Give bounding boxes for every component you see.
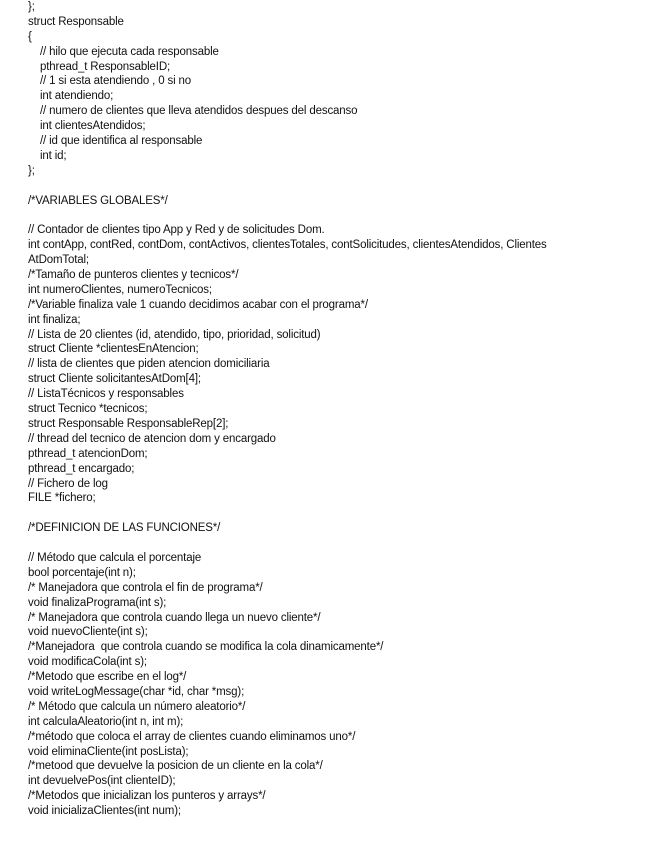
- code-line: /* Manejadora que controla cuando llega un nuevo cliente*/: [28, 611, 321, 624]
- code-line: /*VARIABLES GLOBALES*/: [28, 194, 168, 207]
- code-line: void writeLogMessage(char *id, char *msg);: [28, 685, 245, 698]
- code-line: /*metood que devuelve la posicion de un cliente en la cola*/: [28, 760, 323, 773]
- code-line: };: [28, 164, 35, 177]
- code-line: /* Manejadora que controla el fin de programa*/: [28, 581, 263, 594]
- code-line: // 1 si esta atendiendo , 0 si no: [40, 75, 192, 88]
- code-line: struct Responsable ResponsableRep[2];: [28, 417, 229, 430]
- code-line: void finalizaPrograma(int s);: [28, 596, 167, 609]
- code-line: // Lista de 20 clientes (id, atendido, tipo, prioridad, solicitud): [28, 328, 321, 341]
- code-line: // Contador de clientes tipo App y Red y de solicitudes Dom.: [28, 224, 325, 237]
- code-line: void nuevoCliente(int s);: [28, 626, 148, 639]
- code-line: // ListaTécnicos y responsables: [28, 388, 184, 401]
- code-line: struct Tecnico *tecnicos;: [28, 403, 148, 416]
- code-line: AtDomTotal;: [28, 254, 89, 267]
- blank-line: [28, 536, 648, 551]
- code-line: // numero de clientes que lleva atendidos despues del descanso: [40, 105, 358, 118]
- code-line: // id que identifica al responsable: [40, 135, 203, 148]
- code-line: int devuelvePos(int clienteID);: [28, 775, 176, 788]
- code-line: struct Responsable: [28, 15, 124, 28]
- code-line: void inicializaClientes(int num);: [28, 805, 181, 818]
- code-line: pthread_t ResponsableID;: [40, 60, 171, 73]
- code-line: int finaliza;: [28, 313, 81, 326]
- code-line: /*Metodos que inicializan los punteros y arrays*/: [28, 790, 266, 803]
- code-line: int clientesAtendidos;: [40, 120, 146, 133]
- code-line: int calculaAleatorio(int n, int m);: [28, 715, 184, 728]
- code-line: /* Método que calcula un número aleatorio*/: [28, 700, 246, 713]
- code-line: // hilo que ejecuta cada responsable: [40, 45, 219, 58]
- blank-line: [28, 506, 648, 521]
- code-line: /*Manejadora que controla cuando se modifica la cola dinamicamente*/: [28, 641, 384, 654]
- code-line: {: [28, 30, 32, 43]
- code-line: // thread del tecnico de atencion dom y encargado: [28, 432, 276, 445]
- code-line: int numeroClientes, numeroTecnicos;: [28, 283, 212, 296]
- code-line: /*Tamaño de punteros clientes y tecnicos*/: [28, 269, 239, 282]
- code-line: };: [28, 1, 35, 13]
- blank-line: [28, 179, 648, 194]
- code-line: // Fichero de log: [28, 477, 108, 490]
- code-line: pthread_t atencionDom;: [28, 447, 148, 460]
- code-line: // lista de clientes que piden atencion domiciliaria: [28, 358, 270, 371]
- code-line: int contApp, contRed, contDom, contActivos, clientesTotales, contSolicitudes, clientesAtendidos, Clientes: [28, 239, 547, 252]
- code-line: /*DEFINICION DE LAS FUNCIONES*/: [28, 522, 221, 535]
- code-line: FILE *fichero;: [28, 492, 96, 505]
- code-document: [28, 0, 648, 819]
- blank-line: [28, 208, 648, 223]
- code-line: void eliminaCliente(int posLista);: [28, 745, 189, 758]
- code-line: pthread_t encargado;: [28, 462, 135, 475]
- code-line: /*método que coloca el array de clientes cuando eliminamos uno*/: [28, 730, 356, 743]
- code-line: // Método que calcula el porcentaje: [28, 551, 202, 564]
- code-line: struct Cliente *clientesEnAtencion;: [28, 343, 199, 356]
- code-line: int id;: [40, 149, 67, 162]
- code-line: /*Variable finaliza vale 1 cuando decidimos acabar con el programa*/: [28, 298, 368, 311]
- code-line: /*Metodo que escribe en el log*/: [28, 671, 187, 684]
- code-line: struct Cliente solicitantesAtDom[4];: [28, 373, 201, 386]
- code-line: void modificaCola(int s);: [28, 656, 147, 669]
- code-line: bool porcentaje(int n);: [28, 566, 136, 579]
- code-line: int atendiendo;: [40, 90, 114, 103]
